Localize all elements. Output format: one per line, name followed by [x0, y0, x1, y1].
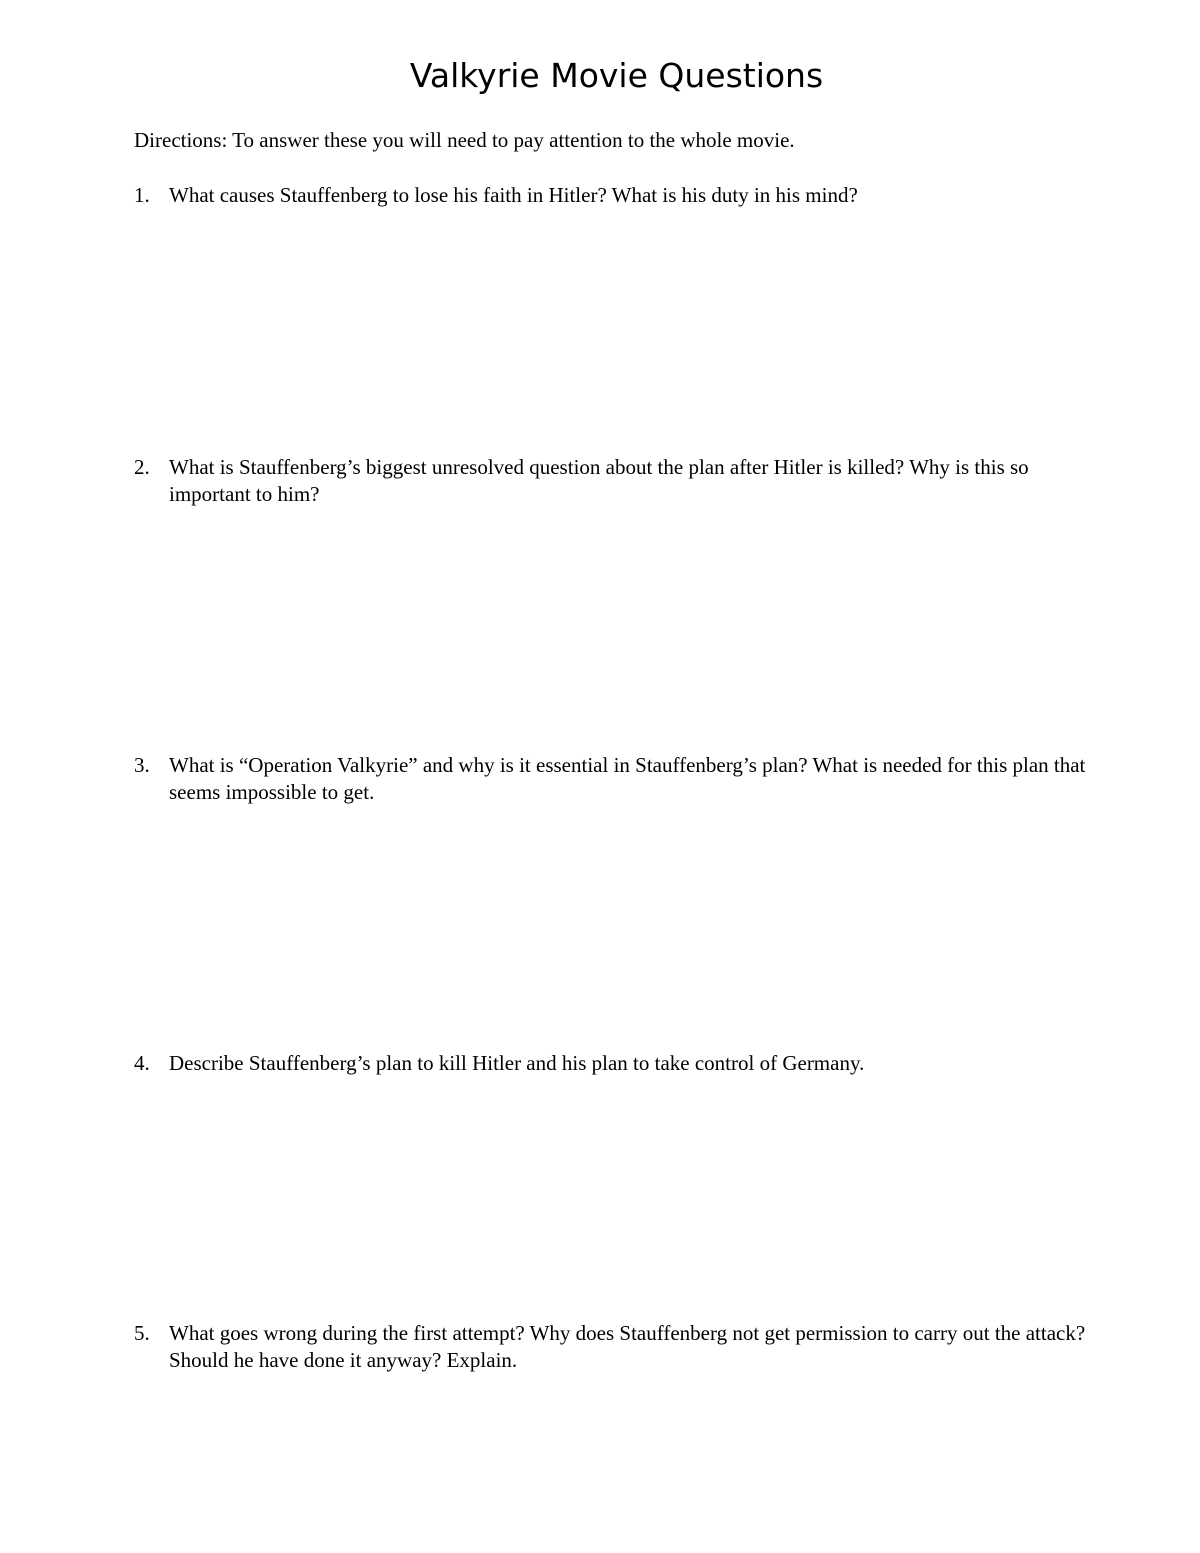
- question-number: 1.: [134, 183, 150, 207]
- directions-text: Directions: To answer these you will need to pay attention to the whole movie.: [134, 128, 795, 152]
- question-number: 2.: [134, 455, 150, 479]
- question-3: [134, 752, 1104, 806]
- question-text: What is “Operation Valkyrie” and why is it essential in Stauffenberg’s plan? What is needed for this plan that seems impossible to get.: [169, 753, 1086, 804]
- question-number: 3.: [134, 753, 150, 777]
- question-text: What is Stauffenberg’s biggest unresolved question about the plan after Hitler is killed? Why is this so important to him?: [169, 455, 1029, 506]
- question-number: 4.: [134, 1051, 150, 1075]
- question-4: [134, 1050, 1104, 1077]
- question-text: What goes wrong during the first attempt? Why does Stauffenberg not get permission to carry out the attack? Should he have done it anyway? Explain.: [169, 1321, 1086, 1372]
- question-number: 5.: [134, 1321, 150, 1345]
- question-2: [134, 454, 1104, 508]
- question-1: [134, 182, 1104, 209]
- page-title: Valkyrie Movie Questions: [409, 56, 824, 95]
- question-text: What causes Stauffenberg to lose his faith in Hitler? What is his duty in his mind?: [169, 183, 858, 207]
- question-text: Describe Stauffenberg’s plan to kill Hitler and his plan to take control of Germany.: [169, 1051, 865, 1075]
- question-5: [134, 1320, 1104, 1374]
